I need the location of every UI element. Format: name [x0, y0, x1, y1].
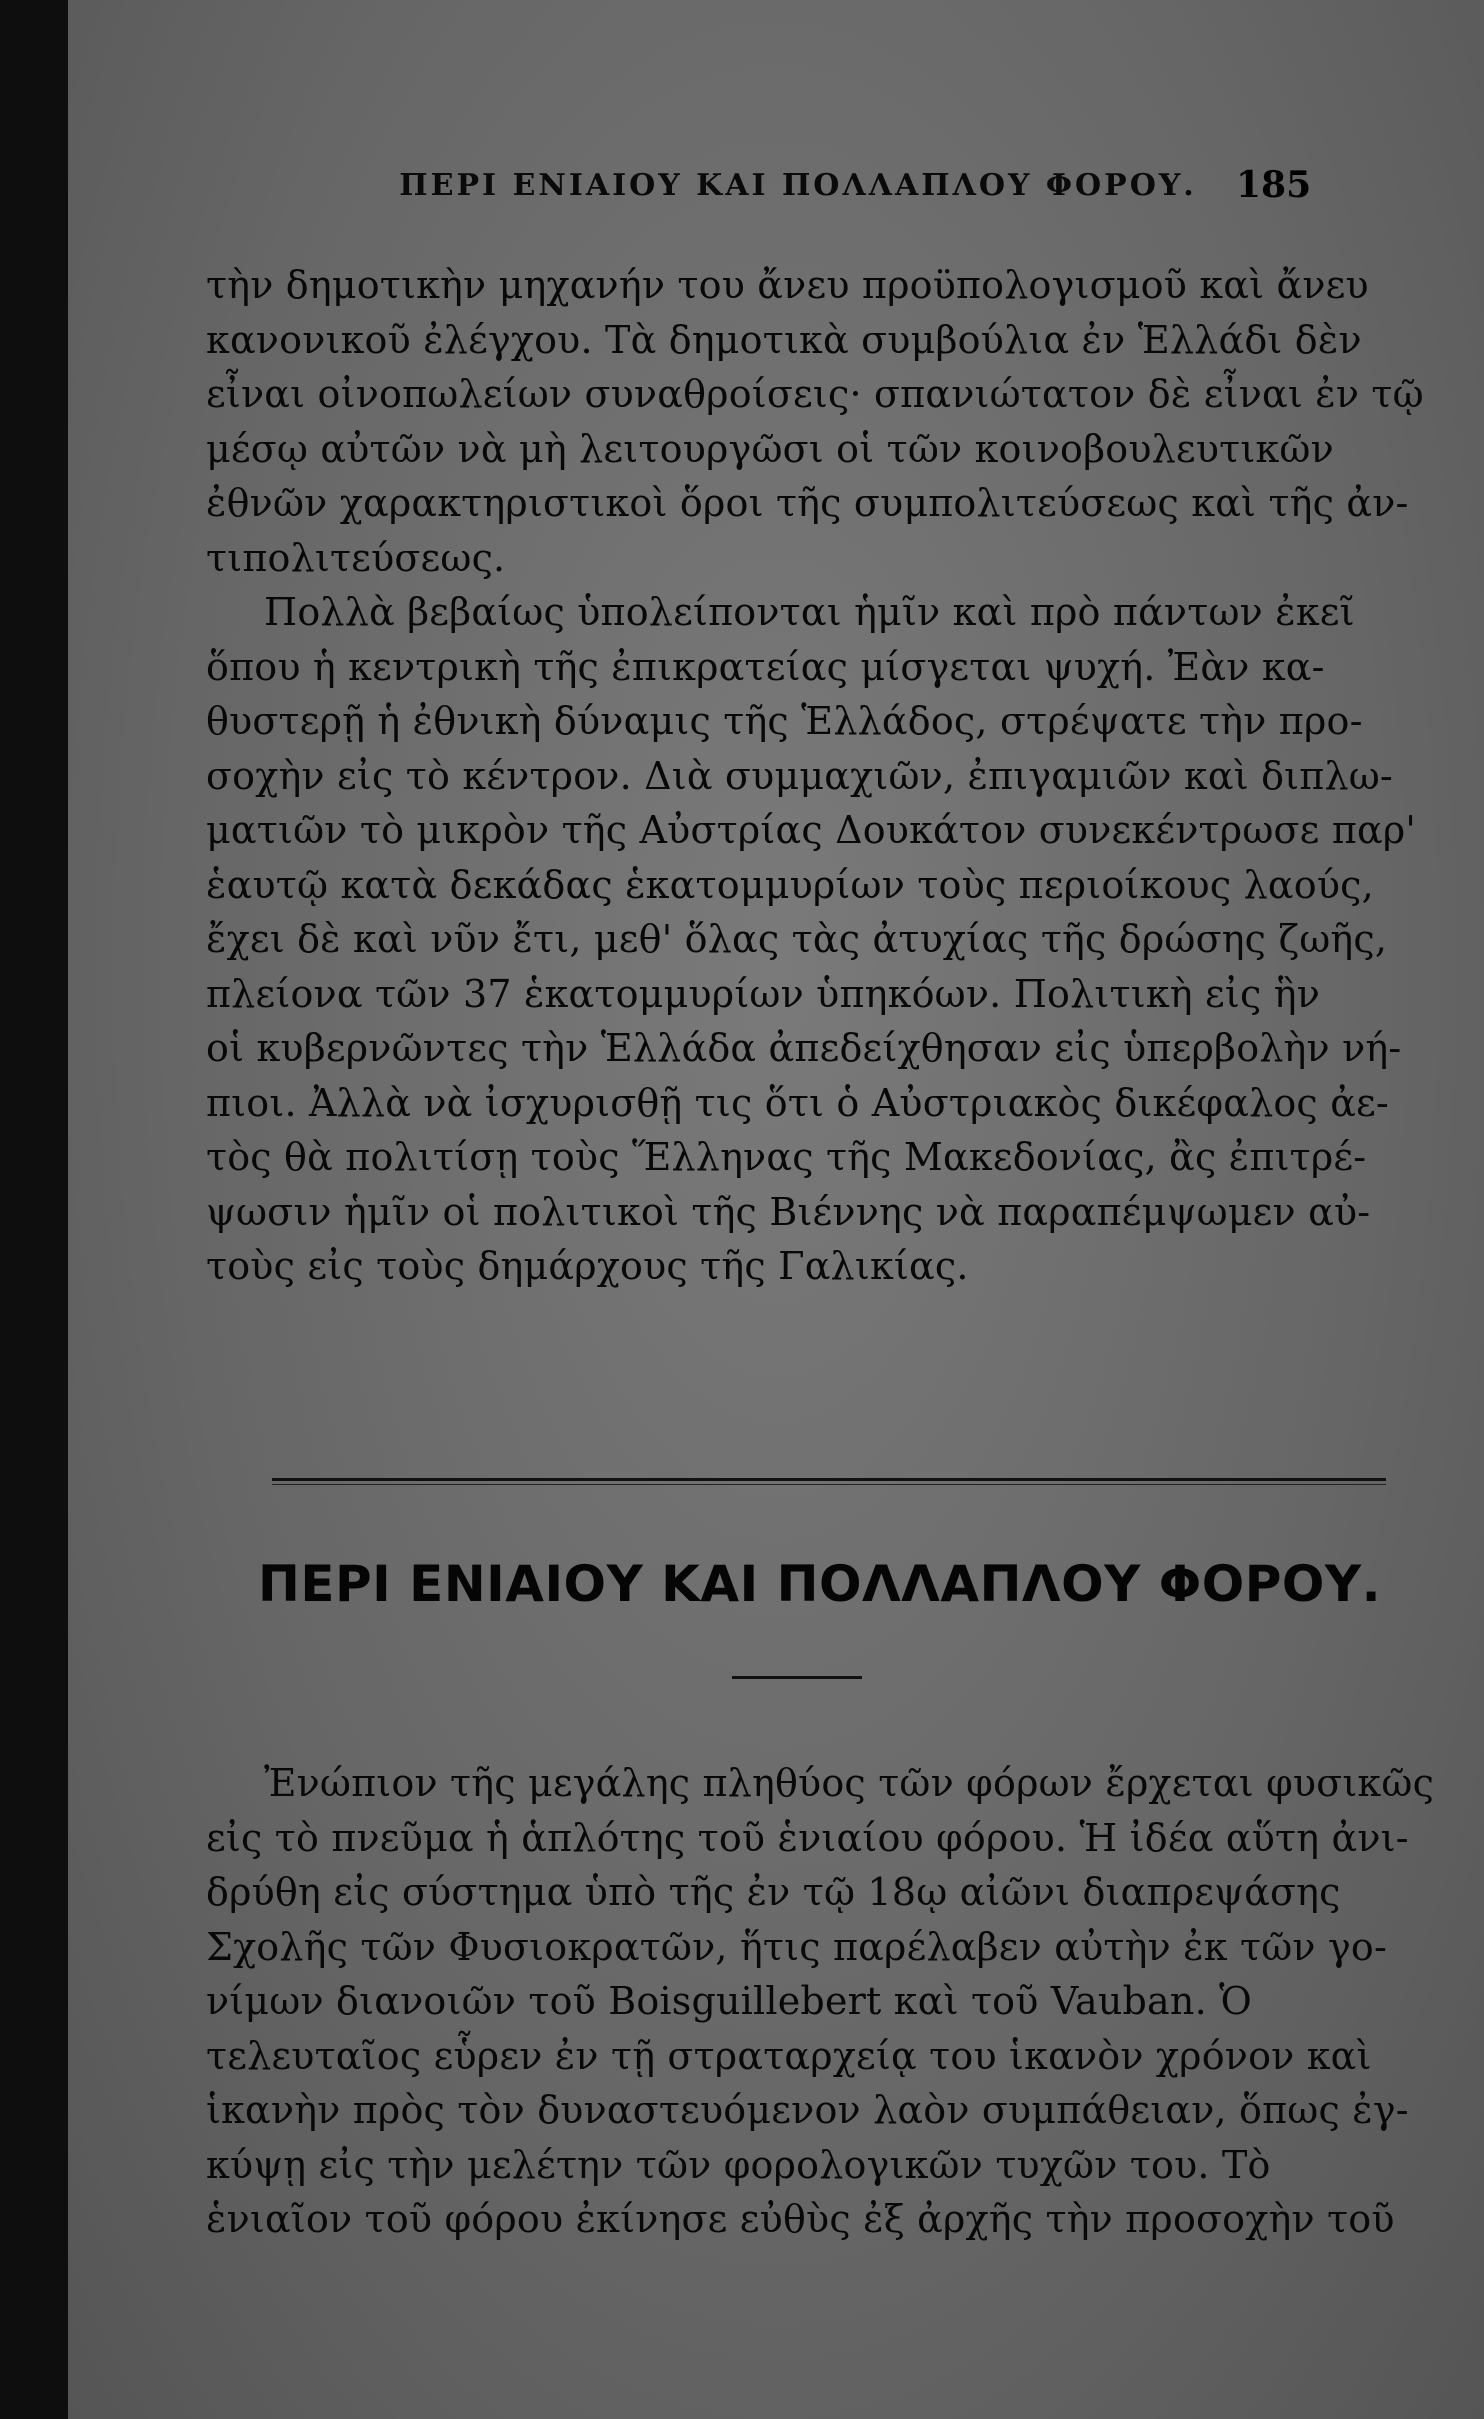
running-title: ΠΕΡΙ ΕΝΙΑΙΟΥ ΚΑΙ ΠΟΛΛΑΠΛΟΥ ΦΟΡΟΥ. [399, 168, 1197, 203]
running-head [68, 164, 1484, 228]
paragraph-2 [206, 585, 1417, 1294]
text-line: τελευταῖος εὗρεν ἐν τῇ στραταρχείᾳ του ἱκανὸν χρόνον καὶ [206, 2033, 1372, 2078]
text-line: τὴν δημοτικὴν μηχανήν του ἄνευ προϋπολογισμοῦ καὶ ἄνευ [206, 263, 1369, 307]
paragraph-1 [206, 258, 1424, 585]
text-line: οἱ κυβερνῶντες τὴν Ἑλλάδα ἀπεδείχθησαν εἰς ὑπερβολὴν νή- [206, 1026, 1402, 1070]
text-line: εἶναι οἰνοπωλείων συναθροίσεις· σπανιώτατον δὲ εἶναι ἐν τῷ [206, 372, 1424, 416]
book-binding-edge [0, 0, 68, 2419]
paragraph-3 [206, 1756, 1435, 2247]
heading-underline [732, 1676, 862, 1679]
text-line: ἱκανὴν πρὸς τὸν δυναστευόμενον λαὸν συμπάθειαν, ὅπως ἐγ- [206, 2088, 1409, 2132]
section-heading: ΠΕΡΙ ΕΝΙΑΙΟΥ ΚΑΙ ΠΟΛΛΑΠΛΟΥ ΦΟΡΟΥ. [258, 1555, 1382, 1613]
text-line: ὅπου ἡ κεντρικὴ τῆς ἐπικρατείας μίσγεται ψυχή. Ἐὰν κα- [206, 644, 1325, 689]
text-line: σοχὴν εἰς τὸ κέντρον. Διὰ συμμαχιῶν, ἐπιγαμιῶν καὶ διπλω- [206, 753, 1393, 798]
text-line: ψωσιν ἡμῖν οἱ πολιτικοὶ τῆς Βιέννης νὰ παραπέμψωμεν αὐ- [206, 1189, 1371, 1234]
text-line: ματιῶν τὸ μικρὸν τῆς Αὐστρίας Δουκάτον συνεκέντρωσε παρ' [206, 808, 1417, 852]
text-line: Ἐνώπιον τῆς μεγάλης πληθύος τῶν φόρων ἔρχεται φυσικῶς [264, 1761, 1435, 1805]
text-line: κύψῃ εἰς τὴν μελέτην τῶν φορολογικῶν τυχῶν του. Τὸ [206, 2142, 1271, 2187]
text-line: πιοι. Ἀλλὰ νὰ ἰσχυρισθῇ τις ὅτι ὁ Αὐστριακὸς δικέφαλος ἀε- [206, 1080, 1389, 1125]
text-line: τοὺς εἰς τοὺς δημάρχους τῆς Γαλικίας. [206, 1244, 969, 1288]
section-divider [272, 1478, 1386, 1481]
text-line: ἑνιαῖον τοῦ φόρου ἐκίνησε εὐθὺς ἐξ ἀρχῆς τὴν προσοχὴν τοῦ [206, 2197, 1395, 2241]
text-line: τὸς θὰ πολιτίσῃ τοὺς Ἕλληνας τῆς Μακεδονίας, ἂς ἐπιτρέ- [206, 1135, 1367, 1179]
page-number: 185 [1236, 164, 1312, 206]
text-line: τιπολιτεύσεως. [206, 535, 506, 580]
text-line: Σχολῆς τῶν Φυσιοκρατῶν, ἥτις παρέλαβεν αὐτὴν ἐκ τῶν γο- [206, 1924, 1388, 1969]
text-line: δρύθη εἰς σύστημα ὑπὸ τῆς ἐν τῷ 18ῳ αἰῶνι διαπρεψάσης [206, 1870, 1341, 1914]
book-page [68, 0, 1484, 2419]
text-line: Πολλὰ βεβαίως ὑπολείπονται ἡμῖν καὶ πρὸ πάντων ἐκεῖ [264, 590, 1355, 634]
text-line: μέσῳ αὐτῶν νὰ μὴ λειτουργῶσι οἱ τῶν κοινοβουλευτικῶν [206, 426, 1334, 471]
text-line: ἔχει δὲ καὶ νῦν ἔτι, μεθ' ὅλας τὰς ἀτυχίας τῆς δρώσης ζωῆς, [206, 917, 1388, 961]
section-divider-thin [272, 1484, 1386, 1485]
text-line: ἑαυτῷ κατὰ δεκάδας ἑκατομμυρίων τοὺς περιοίκους λαούς, [206, 862, 1374, 907]
text-line: νίμων διανοιῶν τοῦ Boisguillebert καὶ τοῦ Vauban. Ὁ [206, 1979, 1252, 2023]
text-line: εἰς τὸ πνεῦμα ἡ ἁπλότης τοῦ ἑνιαίου φόρου. Ἡ ἰδέα αὕτη ἀνι- [206, 1815, 1409, 1860]
text-line: κανονικοῦ ἐλέγχου. Τὰ δημοτικὰ συμβούλια ἐν Ἑλλάδι δὲν [206, 317, 1362, 362]
text-line: θυστερῇ ἡ ἐθνικὴ δύναμις τῆς Ἑλλάδος, στρέψατε τὴν προ- [206, 699, 1363, 743]
text-line: πλείονα τῶν 37 ἑκατομμυρίων ὑπηκόων. Πολιτικὴ εἰς ἣν [206, 971, 1321, 1016]
text-line: ἐθνῶν χαρακτηριστικοὶ ὅροι τῆς συμπολιτεύσεως καὶ τῆς ἀν- [206, 481, 1409, 525]
